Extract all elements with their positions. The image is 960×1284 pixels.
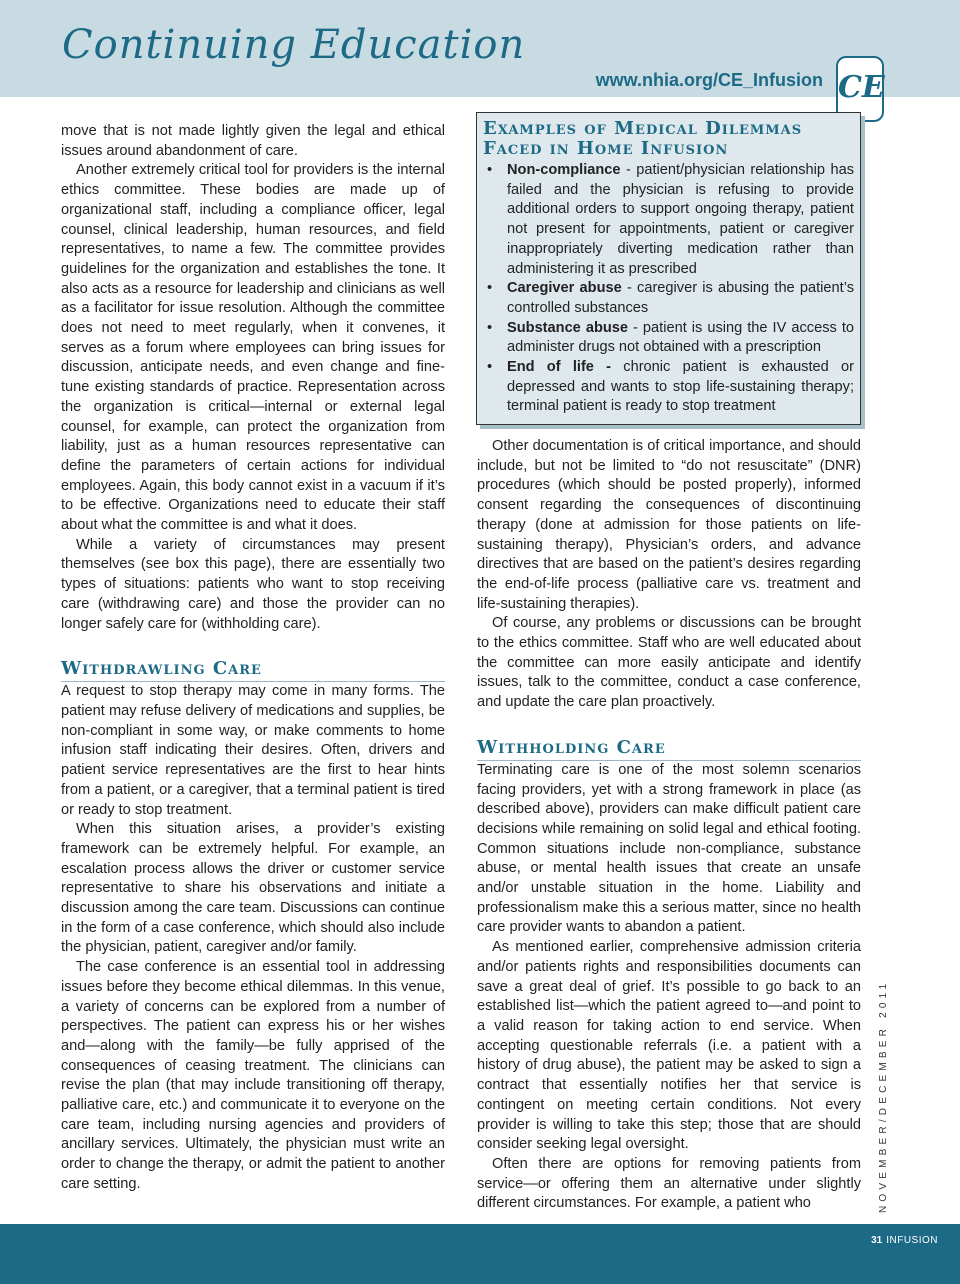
bullet-icon: • [487, 162, 493, 178]
list-item-term: Substance abuse [507, 319, 629, 336]
ce-logo-icon: CE [836, 56, 884, 122]
box-title [483, 119, 854, 159]
bullet-icon: • [487, 319, 493, 336]
paragraph: As mentioned earlier, comprehensive admission criteria and/or patients rights and responsibilities documents can save a great deal of grief. It’s possible to go back to an established list—which the patient agreed to—and point to a valid reason for taking action to end service. When accepting questionable referrals (i.e. a patient with a history of drug abuse), the patient may be asked to sign a contract that essentially notifies her that service is contingent on meeting certain conditions. Not every provider is willing to take this step; those that are should consider seeking legal oversight. [477, 939, 861, 1153]
website-link[interactable]: www.nhia.org/CE_Infusion [595, 70, 823, 90]
list-item-term: End of life - [507, 359, 612, 376]
list-item [483, 319, 854, 358]
page-number: 31 [871, 1235, 883, 1246]
section-title: Continuing Education [62, 22, 526, 68]
paragraph: While a variety of circumstances may present themselves (see box this page), there are essentially two types of situations: patients who want to stop receiving care (withdrawing care) and those the provider can no longer safely care for (withholding care). [61, 536, 445, 632]
right-column [477, 437, 861, 1214]
bullet-icon: • [487, 280, 493, 297]
paragraph: When this situation arises, a provider’s existing framework can be extremely helpful. For example, an escalation process allows the driver or customer service representative to share his observations and initiate a discussion among the care team. Discussions can continue in the form of a case conference, which should also include the physician, patient, caregiver and/or family. [61, 821, 445, 956]
page-footer [0, 1224, 960, 1284]
list-item-text: chronic patient is exhausted or depressed and wants to stop life-sustaining therapy; terminal patient is ready to stop treatment [507, 359, 854, 415]
medical-dilemmas-sidebar-box [476, 112, 861, 425]
paragraph: A request to stop therapy may come in many forms. The patient may refuse delivery of medications and supplies, be non-compliant in some way, or make comments to home infusion staff indicating their desires. Often, drivers and patient service representatives are the first to hear hints from a patient, or a caregiver, that a terminal patient is tired or ready to stop treatment. [61, 683, 445, 818]
list-item-term: Caregiver abuse [507, 280, 622, 297]
list-item-text: - patient/physician relationship has failed and the physician is refusing to provide additional orders to support ongoing therapy, patient not present for appointments, patient or caregiver inappropriately diverting medication rather than administering it as prescribed [507, 162, 854, 277]
withholding-care-heading: Withholding Care [477, 737, 861, 761]
left-column [61, 122, 445, 1195]
bullet-icon: • [487, 359, 493, 376]
paragraph: Of course, any problems or discussions can be brought to the ethics committee. Staff who are well educated about the committee can more easily anticipate and identify issues, talk to the committee, conduct a case conference, and update the care plan proactively. [477, 615, 861, 711]
paragraph: Often there are options for removing patients from service—or offering them an alternative under slightly different circumstances. For example, a patient who [477, 1155, 861, 1212]
list-item [483, 161, 854, 279]
withdrawing-care-heading: Withdrawling Care [61, 658, 445, 682]
paragraph: The case conference is an essential tool in addressing issues before they become ethical dilemmas. In this venue, a variety of concerns can be explored from a number of perspectives. The patient can express his or her wishes and—along with the family—be fully apprised of the consequences of ceasing treatment. The clinicians can revise the plan (that may include transitioning off therapy, palliative care, etc.) and communicate it to everyone on the care team, including nursing agencies and providers of ancillary services. Ultimately, the physician must write an order to change the therapy, or admit the patient to another care setting. [61, 959, 445, 1192]
list-item [483, 279, 854, 318]
list-item [483, 358, 854, 417]
list-item-term: Non-compliance [507, 162, 621, 178]
paragraph: Terminating care is one of the most solemn scenarios facing providers, yet with a strong framework in place (as described above), providers can make difficult patient care decisions while remaining on solid legal and ethical footing. Common situations include non-compliance, substance abuse, or mental health issues that create an unsafe and/or unstable situation in the home. Liability and professionalism make this a serious matter, since no health care provider wants to abandon a patient. [477, 761, 861, 936]
paragraph: move that is not made lightly given the legal and ethical issues around abandonment of care. [61, 123, 445, 159]
paragraph: Another extremely critical tool for providers is the internal ethics committee. These bodies are made up of organizational staff, including a compliance officer, legal counsel, clinical leadership, human resources, and field representatives, to name a few. The committee provides guidelines for the organization and establishes the tone. It also acts as a resource for leadership and clinicians as well as a facilitator for issue resolution. Although the committee does not need to meet regularly, when it convenes, it serves as a forum where employees can bring issues for discussion, anticipate needs, and even change and fine-tune existing standards of practice. Representation across the organization is critical—internal or external legal counsel, for example, can protect the organization from liability, just as a human resources representative can define the parameters of certain actions for individual employees. Again, this body cannot exist in a vacuum if it’s to be effective. Organizations need to educate their staff about what the committee is and what it does. [61, 162, 445, 534]
footer-page-info [871, 1235, 938, 1246]
box-title-line: Faced in Home Infusion [483, 138, 729, 159]
dilemma-list [483, 161, 854, 417]
list-item-text: - caregiver is abusing the patient’s controlled substances [507, 280, 854, 316]
box-title-line: Examples of Medical Dilemmas [483, 118, 803, 139]
publication-name: INFUSION [886, 1235, 938, 1246]
list-item-text: - patient is using the IV access to administer drugs not obtained with a prescription [507, 319, 854, 356]
issue-date: NOVEMBER/DECEMBER 2011 [878, 979, 889, 1213]
paragraph: Other documentation is of critical importance, and should include, but not be limited to “do not resuscitate” (DNR) procedures (which should be posted properly), informed consent regarding the consequences of discontinuing therapy (done at admission for those patients on life-sustaining therapy), Physician’s orders, and advance directives that are based on the patient’s desires regarding the end-of-life process (palliative care vs. treatment and life-sustaining therapies). [477, 438, 861, 612]
